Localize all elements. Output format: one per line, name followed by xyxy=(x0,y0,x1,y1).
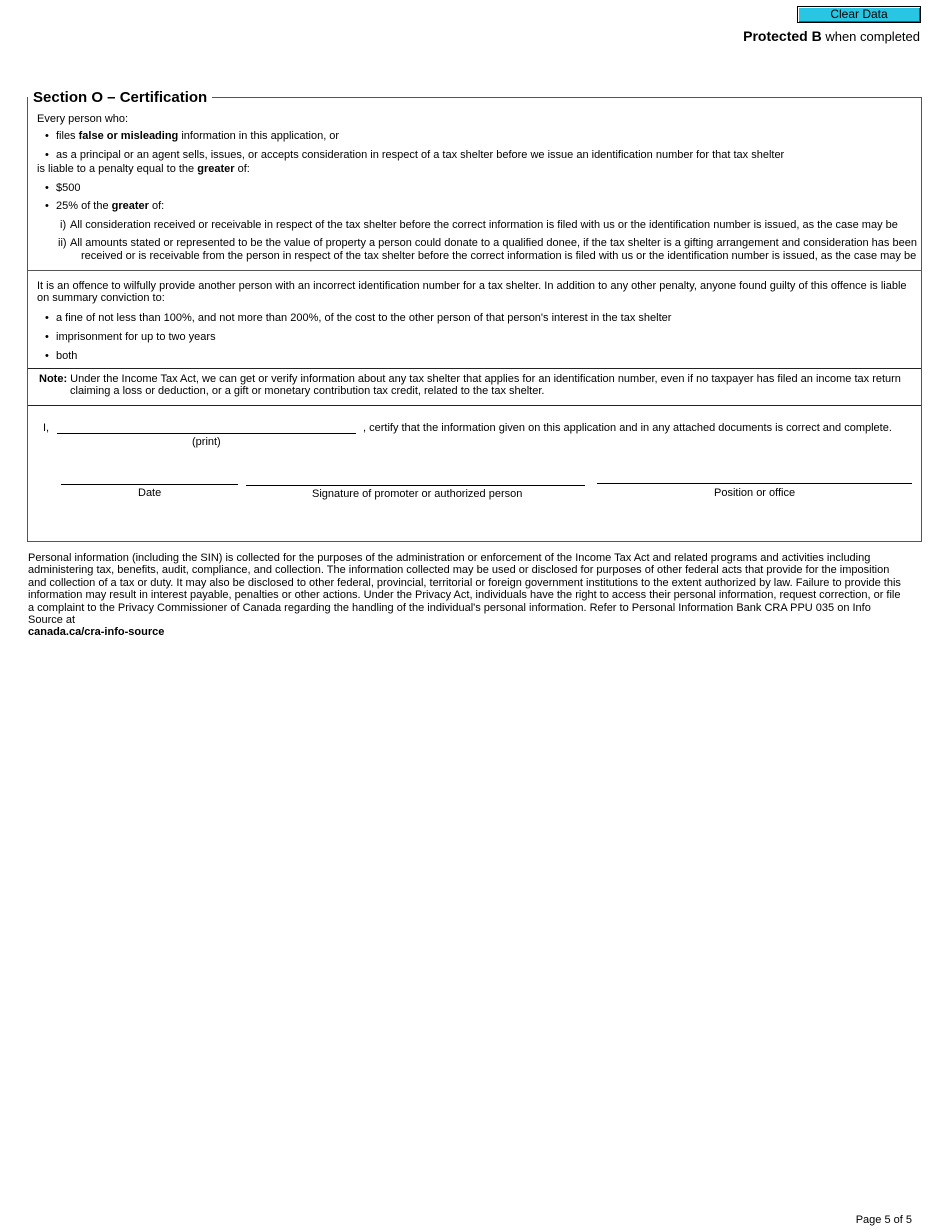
bullet-dot: • xyxy=(45,312,49,324)
bullet-4-pre: 25% of the xyxy=(56,200,112,212)
signature-label: Signature of promoter or authorized person xyxy=(312,488,523,500)
bullet-dot: • xyxy=(45,182,49,194)
penalty-bullet-4 xyxy=(45,200,165,213)
info-source-link: canada.ca/cra-info-source xyxy=(28,626,165,639)
bullet-2-text: as a principal or an agent sells, issues, or accepts consideration in respect of a tax shelter before we issue an identification number for that tax shelter xyxy=(56,149,785,161)
note-line-2: claiming a loss or deduction, or a gift or monetary contribution tax credit, related to the tax shelter. xyxy=(70,385,545,397)
page-number: Page 5 of 5 xyxy=(855,1214,912,1226)
note-text-1: Under the Income Tax Act, we can get or verify information about any tax shelter that applies for an identification number, even if no taxpayer has filed an income tax return xyxy=(67,373,901,385)
divider xyxy=(28,405,921,406)
penalty-bullet-1 xyxy=(45,130,340,143)
bullet-1-post: information in this application, or xyxy=(178,130,340,142)
bullet-4-bold: greater xyxy=(111,200,149,212)
certifier-name-input[interactable] xyxy=(57,419,356,434)
offence-bullet-3 xyxy=(45,350,78,363)
certify-prefix: I, xyxy=(43,422,50,434)
bullet-1-pre: files xyxy=(56,130,79,142)
print-label: (print) xyxy=(192,436,221,448)
sub-ii-line-2: received or is receivable from the person in respect of the tax shelter before the correct information is filed with us or the identification number is issued, as the case may be xyxy=(81,250,917,262)
position-label: Position or office xyxy=(714,487,796,499)
liable-post: of: xyxy=(234,163,250,175)
date-input[interactable] xyxy=(61,468,238,485)
penalty-intro: Every person who: xyxy=(37,113,129,125)
offence-line-2: on summary conviction to: xyxy=(37,292,165,304)
offence-line-1: It is an offence to wilfully provide another person with an incorrect identification number for a tax shelter. In addition to any other penalty, anyone found guilty of this offence is liable xyxy=(37,280,907,292)
bullet-1-bold: false or misleading xyxy=(78,130,179,142)
clear-data-button[interactable]: Clear Data xyxy=(797,6,921,23)
privacy-notice xyxy=(28,552,908,639)
note-label: Note: xyxy=(39,373,68,385)
protected-b-label xyxy=(743,28,920,45)
signature-line xyxy=(246,485,585,486)
liable-line xyxy=(37,163,250,176)
protected-b-suffix: when completed xyxy=(821,29,920,44)
date-label: Date xyxy=(138,487,162,499)
bullet-dot: • xyxy=(45,130,49,142)
liable-bold: greater xyxy=(197,163,235,175)
bullet-dot: • xyxy=(45,350,49,362)
divider xyxy=(28,368,921,369)
bullet-dot: • xyxy=(45,331,49,343)
divider xyxy=(28,270,921,271)
sub-ii-line-1: All amounts stated or represented to be the value of property a person could donate to a qualified donee, if the tax shelter is a gifting arrangement and consideration has been xyxy=(70,237,917,249)
protected-b-bold: Protected B xyxy=(743,28,822,44)
bullet-3-text: $500 xyxy=(56,182,81,194)
offence-bullet-1-text: a fine of not less than 100%, and not more than 200%, of the cost to the other person of that person's interest in the tax shelter xyxy=(56,312,672,324)
position-input[interactable] xyxy=(597,467,912,484)
offence-bullet-2-text: imprisonment for up to two years xyxy=(56,331,216,343)
offence-bullet-3-text: both xyxy=(56,350,78,362)
bullet-dot: • xyxy=(45,200,49,212)
privacy-text: Personal information (including the SIN) is collected for the purposes of the administration or enforcement of the Income Tax Act and related programs and activities including administering tax, benefits, audit, compliance, and collection. The information collected may be used or disclosed for purposes of other federal acts that provide for the imposition and collection of a tax or duty. It may also be disclosed to other federal, provincial, territorial or foreign government institutions to the extent authorized by law. Failure to provide this information may result in interest payable, penalties or other actions. Under the Privacy Act, individuals have the right to access their personal information, request correction, or file a complaint to the Privacy Commissioner of Canada regarding the handling of the individual's personal information. Refer to Personal Information Bank CRA PPU 035 on Info Source at xyxy=(28,552,901,627)
offence-bullet-1 xyxy=(45,312,672,325)
offence-bullet-2 xyxy=(45,331,216,344)
penalty-bullet-3 xyxy=(45,182,81,195)
section-title: Section O – Certification xyxy=(28,89,212,106)
bullet-4-post: of: xyxy=(148,200,165,212)
bullet-dot: • xyxy=(45,149,49,161)
sub-i-text: All consideration received or receivable in respect of the tax shelter before the correct information is filed with us or the identification number is issued, as the case may be xyxy=(70,219,898,231)
sub-i-label: i) xyxy=(60,219,67,231)
penalty-bullet-2 xyxy=(45,149,785,162)
liable-pre: is liable to a penalty equal to the xyxy=(37,163,198,175)
sub-ii-label: ii) xyxy=(58,237,67,249)
certify-statement: , certify that the information given on this application and in any attached documents is correct and complete. xyxy=(363,422,892,434)
